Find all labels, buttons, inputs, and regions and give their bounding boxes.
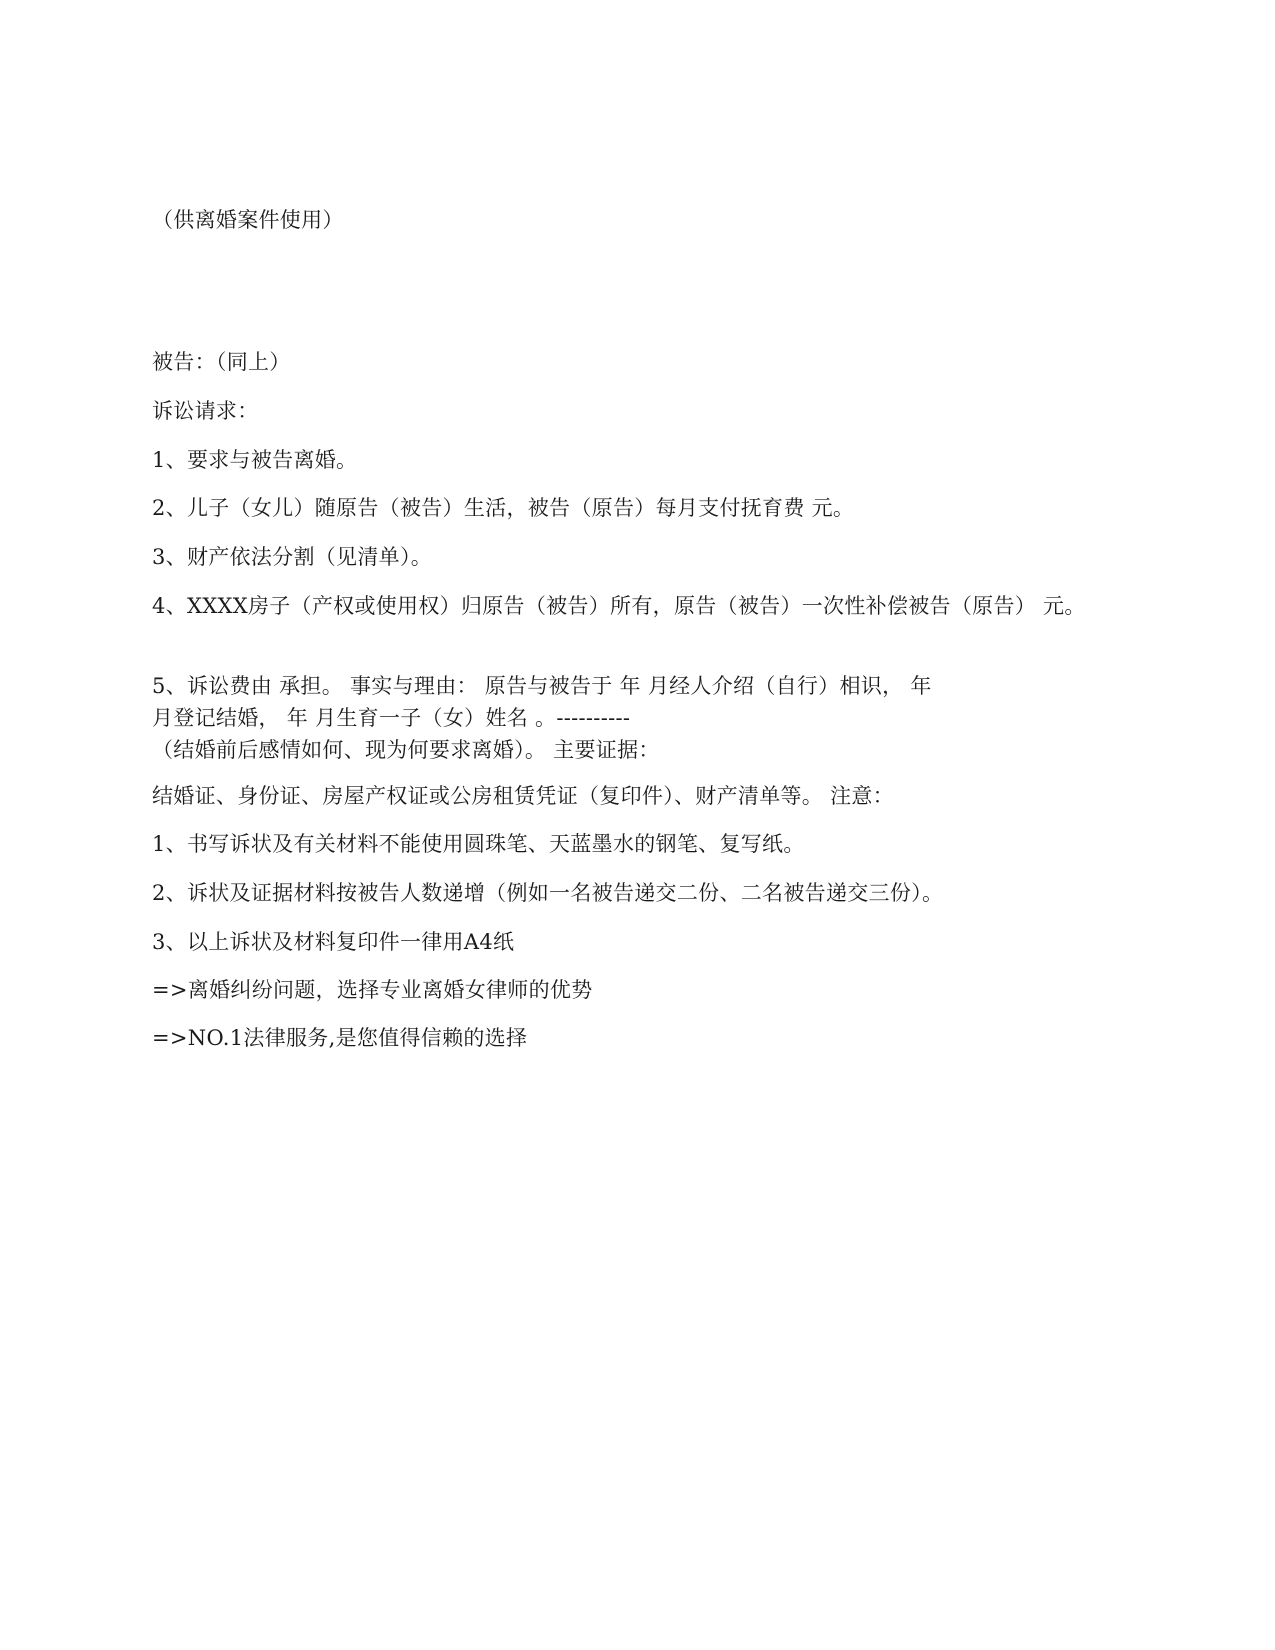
note-1: 1、书写诉状及有关材料不能使用圆珠笔、天蓝墨水的钢笔、复写纸。 [152,832,805,856]
claim-5-line-1: 5、诉讼费由 承担。 事实与理由： 原告与被告于 年 月经人介绍（自行）相识， 年 [152,674,932,698]
claim-3: 3、财产依法分割（见清单）。 [152,545,433,569]
defendant-line: 被告：（同上） [152,350,291,374]
claims-heading: 诉讼请求： [152,399,259,423]
claim-1: 1、要求与被告离婚。 [152,448,358,472]
claim-5-line-3: （结婚前后感情如何、现为何要求离婚）。 主要证据： [152,738,660,762]
claim-4: 4、XXXX房子（产权或使用权）归原告（被告）所有，原告（被告）一次性补偿被告（原告） 元。 [152,594,1086,618]
promo-link-2[interactable]: =>NO.1法律服务,是您值得信赖的选择 [152,1026,528,1050]
subtitle: （供离婚案件使用） [152,208,344,232]
promo-link-1[interactable]: =>离婚纠纷问题，选择专业离婚女律师的优势 [152,978,593,1002]
note-3: 3、以上诉状及材料复印件一律用A4纸 [152,930,515,954]
note-2: 2、诉状及证据材料按被告人数递增（例如一名被告递交二份、二名被告递交三份）。 [152,881,944,905]
claim-5-line-2: 月登记结婚， 年 月生育一子（女）姓名 。---------- [152,706,631,730]
claim-2: 2、儿子（女儿）随原告（被告）生活，被告（原告）每月支付抚育费 元。 [152,496,855,520]
evidence-line: 结婚证、身份证、房屋产权证或公房租赁凭证（复印件）、财产清单等。 注意： [152,784,894,808]
